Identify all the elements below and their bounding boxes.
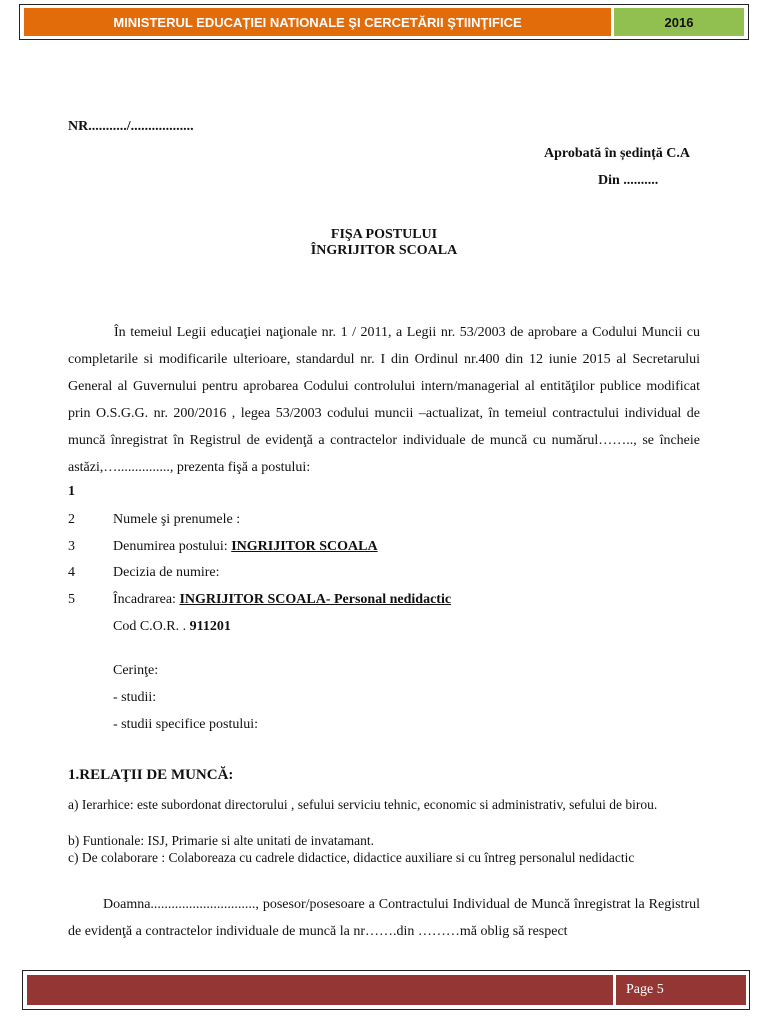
document-subtitle: ÎNGRIJITOR SCOALA — [310, 243, 458, 258]
approval-line: Aprobată în ședință C.A — [544, 146, 690, 161]
item-number: 3 — [68, 539, 75, 554]
footer-bar — [27, 975, 613, 1005]
field-classification — [113, 592, 451, 608]
relation-collaboration: c) De colaborare : Colaboreaza cu cadrele didactice, didactice auxiliare si cu întreg personalul nedidactic — [68, 850, 635, 865]
intro-paragraph: În temeiul Legii educaţiei naţionale nr. 1 / 2011, a Legii nr. 53/2003 de aprobare a Codului Muncii cu completarile si modificarile ulterioare, standardul nr. I din Ordinul nr.400 din 12 iunie 2015 al Secretarului General al Guvernului pentru aprobarea Codului controlului intern/managerial al entităţilor publice modificat prin O.S.G.G. nr. 200/2016 , legea 53/2003 codului muncii –actualizat, în temeiul contractului individual de muncă înregistrat în Registrul de evidenţă a contractelor individuale de muncă cu numărul…….., se încheie astăzi,…..............., prezenta fişă a postului: — [68, 325, 700, 475]
field-appointment — [113, 565, 220, 581]
approval-date-line: Din .......... — [598, 173, 659, 188]
closing-paragraph: Doamna.............................., posesor/posesoare a Contractului Individual de Muncă înregistrat la Registrul de evidenţă a contractelor individuale de muncă la nr…….din ………mă oblig să respect — [68, 897, 700, 939]
header-ministry-title: MINISTERUL EDUCAȚIEI NATIONALE ŞI CERCETĂRII ŞTIINŢIFICE — [24, 8, 611, 36]
section-heading: 1.RELAŢII DE MUNCĂ: — [68, 767, 234, 783]
requirement-specific-study: - studii specifice postului: — [113, 717, 259, 732]
requirements-heading: Cerinţe: — [113, 663, 159, 678]
field-label: Încadrarea: — [113, 592, 176, 607]
item-number: 4 — [68, 565, 75, 580]
field-name — [113, 512, 240, 528]
field-value: 911201 — [189, 619, 231, 634]
field-value: INGRIJITOR SCOALA — [231, 539, 378, 554]
field-label: Denumirea postului: — [113, 539, 228, 554]
field-cor-code — [113, 619, 231, 635]
requirement-study: - studii: — [113, 690, 157, 705]
page-number: Page 5 — [616, 975, 746, 1005]
relation-functional: b) Funtionale: ISJ, Primarie si alte unitati de invatamant. — [68, 833, 374, 848]
document-title: FIŞA POSTULUI — [330, 227, 438, 242]
relation-hierarchical: a) Ierarhice: este subordonat directorului , sefului serviciu tehnic, economic si administrativ, sefului de birou. — [68, 797, 658, 812]
field-label: Cod C.O.R. . — [113, 619, 187, 634]
item-number: 1 — [68, 484, 75, 499]
item-number: 2 — [68, 512, 75, 527]
field-position — [113, 539, 378, 555]
field-value: INGRIJITOR SCOALA- Personal nedidactic — [179, 592, 452, 607]
field-label: Numele şi prenumele : — [113, 512, 241, 527]
document-number: NR.........../.................. — [68, 119, 194, 134]
item-number: 5 — [68, 592, 75, 607]
header-year: 2016 — [614, 8, 744, 36]
field-label: Decizia de numire: — [113, 565, 220, 580]
